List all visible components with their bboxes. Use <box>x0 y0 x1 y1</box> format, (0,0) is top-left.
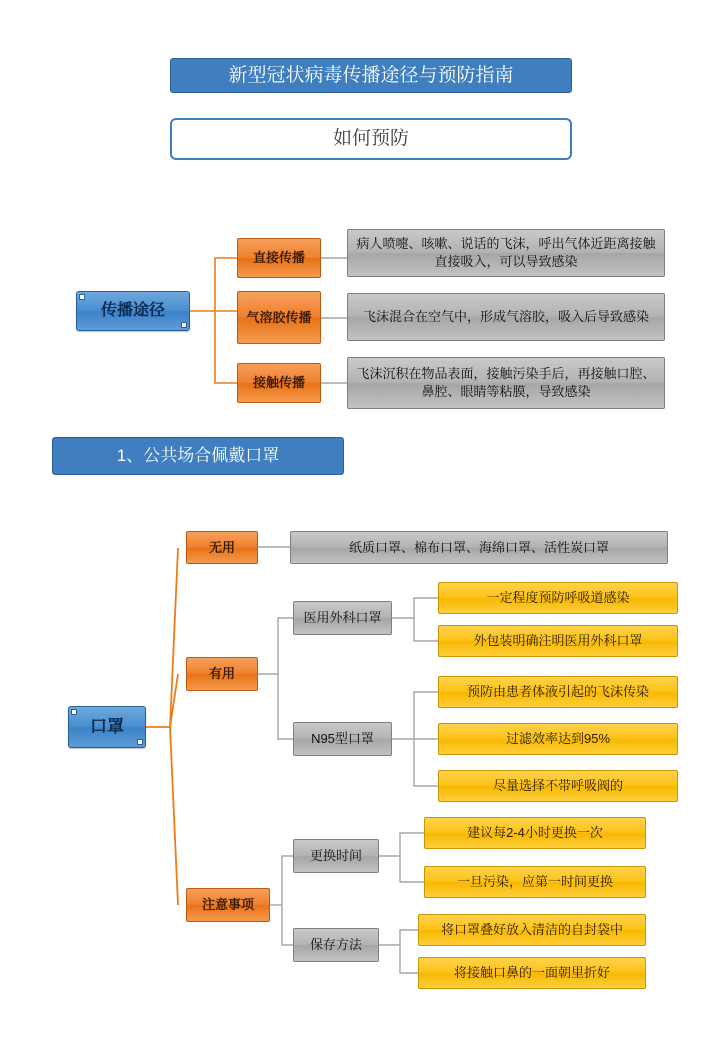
node-direct-transmission-label: 直接传播 <box>252 250 305 266</box>
node-transmission-root[interactable] <box>76 291 190 331</box>
detail-contact-transmission[interactable] <box>347 357 665 409</box>
node-contact-transmission[interactable] <box>237 363 321 403</box>
page-title <box>170 58 572 93</box>
point-replacement-2[interactable] <box>424 866 646 898</box>
node-useless-label: 无用 <box>208 539 235 555</box>
detail-useless-text: 纸质口罩、棉布口罩、海绵口罩、活性炭口罩 <box>348 539 609 555</box>
detail-useless[interactable] <box>290 531 668 564</box>
node-direct-transmission[interactable] <box>237 238 321 278</box>
point-surgical-2-text: 外包装明确注明医用外科口罩 <box>473 633 643 649</box>
detail-direct-transmission-text: 病人喷嚏、咳嗽、说话的飞沫，呼出气体近距离接触直接吸入，可以导致感染 <box>356 236 656 269</box>
node-replacement-time[interactable] <box>293 839 379 873</box>
node-mask-root[interactable] <box>68 706 146 748</box>
section-heading-masks-text: 1、公共场合佩戴口罩 <box>116 445 280 465</box>
node-storage-method[interactable] <box>293 928 379 962</box>
node-mask-root-label: 口罩 <box>90 716 124 736</box>
node-replacement-time-label: 更换时间 <box>309 848 362 864</box>
point-replacement-2-text: 一旦污染，应第一时间更换 <box>456 874 613 890</box>
point-n95-3[interactable] <box>438 770 678 802</box>
node-transmission-root-label: 传播途径 <box>100 302 165 320</box>
node-n95-mask-label: N95型口罩 <box>311 731 374 747</box>
point-replacement-1[interactable] <box>424 817 646 849</box>
point-replacement-1-text: 建议每2-4小时更换一次 <box>467 825 603 841</box>
point-n95-2[interactable] <box>438 723 678 755</box>
page-title-text: 新型冠状病毒传播途径与预防指南 <box>228 64 514 86</box>
node-contact-transmission-label: 接触传播 <box>252 375 305 391</box>
page-subtitle-text: 如何预防 <box>332 128 409 150</box>
point-surgical-1-text: 一定程度预防呼吸道感染 <box>486 590 630 606</box>
point-n95-2-text: 过滤效率达到95% <box>505 731 611 747</box>
detail-contact-transmission-text: 飞沫沉积在物品表面，接触污染手后，再接触口腔、鼻腔、眼睛等粘膜，导致感染 <box>356 366 656 399</box>
node-useless[interactable] <box>186 531 258 564</box>
node-surgical-mask[interactable] <box>293 601 392 635</box>
point-n95-1[interactable] <box>438 676 678 708</box>
point-storage-2-text: 将接触口鼻的一面朝里折好 <box>453 965 610 981</box>
node-aerosol-transmission[interactable] <box>237 291 321 344</box>
point-n95-1-text: 预防由患者体液引起的飞沫传染 <box>466 684 649 700</box>
node-useful-label: 有用 <box>208 666 235 682</box>
detail-aerosol-transmission[interactable] <box>347 293 665 341</box>
point-storage-1-text: 将口罩叠好放入清洁的自封袋中 <box>440 922 623 938</box>
node-storage-method-label: 保存方法 <box>309 937 362 953</box>
node-surgical-mask-label: 医用外科口罩 <box>303 610 382 626</box>
node-notes-label: 注意事项 <box>201 897 254 913</box>
node-notes[interactable] <box>186 888 270 922</box>
point-surgical-2[interactable] <box>438 625 678 657</box>
section-heading-masks <box>52 437 344 475</box>
point-n95-3-text: 尽量选择不带呼吸阀的 <box>492 778 623 794</box>
point-storage-2[interactable] <box>418 957 646 989</box>
node-useful[interactable] <box>186 657 258 691</box>
node-n95-mask[interactable] <box>293 722 392 756</box>
detail-aerosol-transmission-text: 飞沫混合在空气中，形成气溶胶，吸入后导致感染 <box>362 309 649 325</box>
node-aerosol-transmission-label: 气溶胶传播 <box>246 309 312 325</box>
point-storage-1[interactable] <box>418 914 646 946</box>
page-subtitle <box>170 118 572 160</box>
point-surgical-1[interactable] <box>438 582 678 614</box>
detail-direct-transmission[interactable] <box>347 229 665 277</box>
